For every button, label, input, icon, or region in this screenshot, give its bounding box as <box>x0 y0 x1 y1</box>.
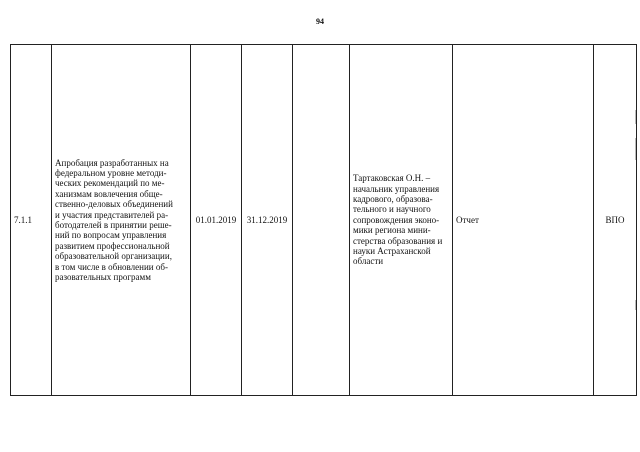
end-date-cell: 31.12.2019 <box>242 45 293 396</box>
start-date-cell: 01.01.2019 <box>191 45 242 396</box>
result-cell: Отчет <box>453 45 594 396</box>
measures-table <box>10 44 637 396</box>
scan-margin-mark <box>635 300 636 310</box>
funding-source-cell: ВПО <box>594 45 637 396</box>
table-row <box>11 45 637 396</box>
empty-cell <box>293 45 350 396</box>
item-number-cell: 7.1.1 <box>11 45 52 396</box>
responsible-person-cell: Тартаковская О.Н. – начальник управления кадрового, образова- тельного и научного сопровождения эконо- мики региона мини- стерства образования и науки Астраханской области <box>350 45 453 396</box>
measure-description-cell: Апробация разработанных на федеральном уровне методи- ческих рекомендаций по ме- ханизмам вовлечения обще- ственно-деловых объединений и участия представителей ра- ботодателей в принятии реше- ний по вопросам управления развитием профессиональной образовательной организации, в том числе в обновлении об- разовательных программ <box>52 45 191 396</box>
scan-margin-mark <box>635 138 636 160</box>
page-number: 94 <box>316 17 324 26</box>
scan-margin-mark <box>635 110 636 124</box>
